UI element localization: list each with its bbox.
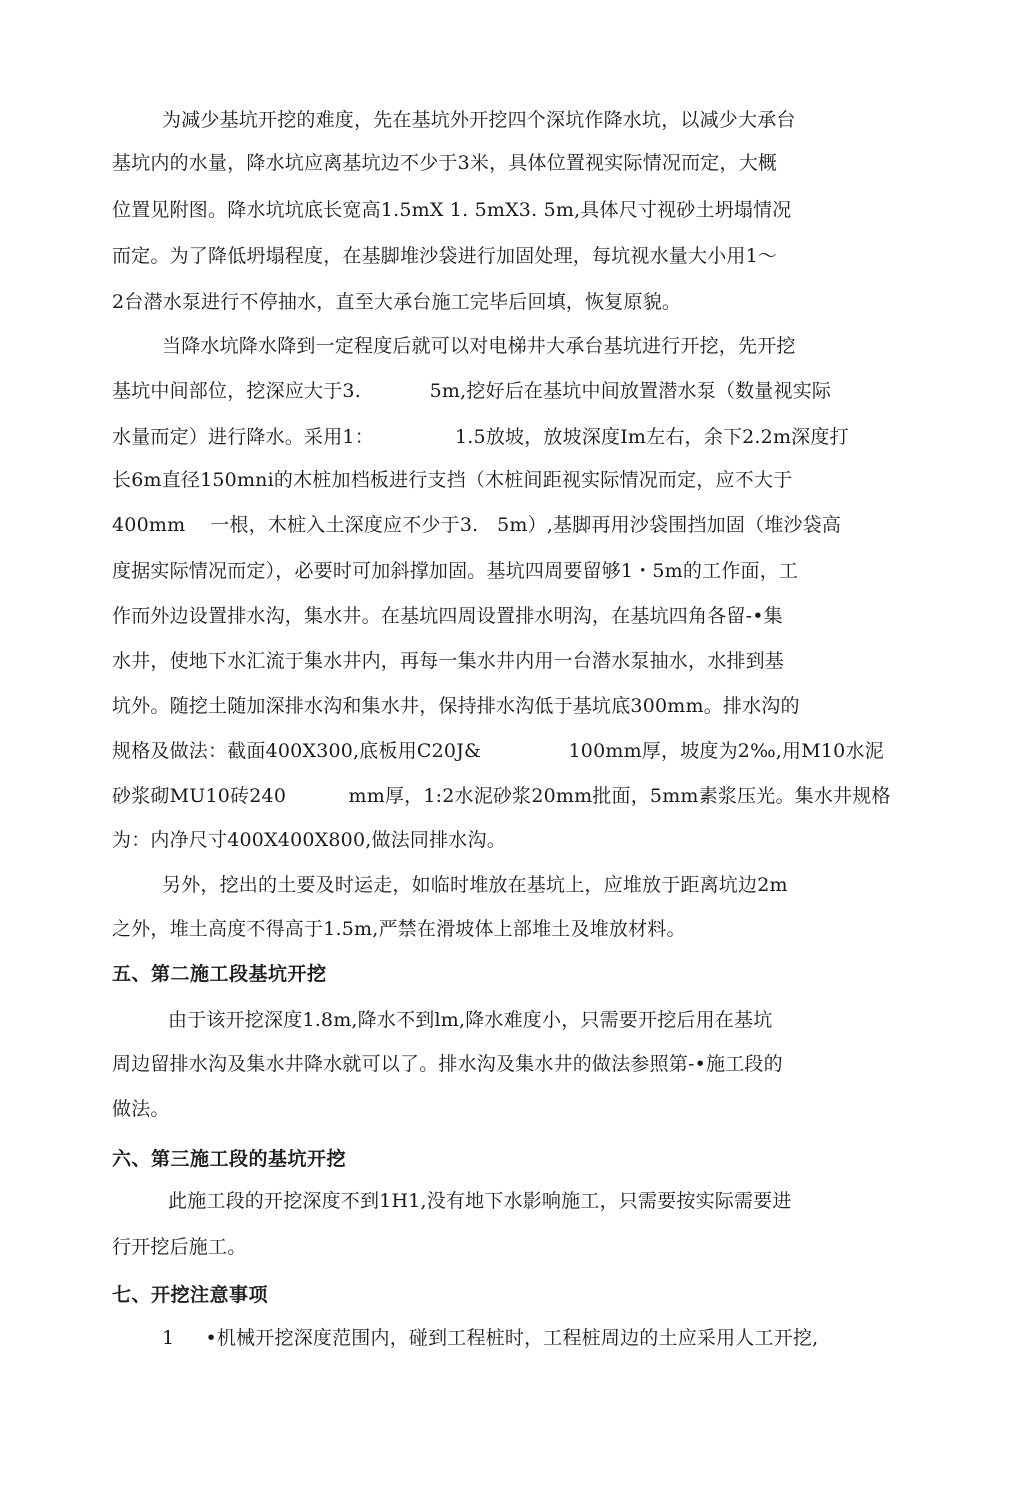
paragraph-2-line-10: 规格及做法：截面400X300,底板用C20J& 100mm厚，坡度为2‰,用M10水泥 [112, 740, 884, 762]
section-5-line-2: 周边留排水沟及集水井降水就可以了。排水沟及集水井的做法参照第-•施工段的 [112, 1053, 783, 1075]
paragraph-3-line-1: 另外，挖出的土要及时运走，如临时堆放在基坑上，应堆放于距离坑边2m [162, 874, 788, 896]
paragraph-1-line-5: 2台潜水泵进行不停抽水，直至大承台施工完毕后回填，恢复原貌。 [112, 291, 682, 313]
section-6-line-2: 行开挖后施工。 [112, 1236, 247, 1258]
paragraph-2-line-9: 坑外。随挖土随加深排水沟和集水井，保持排水沟低于基坑底300mm。排水沟的 [112, 695, 800, 717]
paragraph-2-line-7: 作而外边设置排水沟，集水井。在基坑四周设置排水明沟，在基坑四角各留-•集 [112, 605, 783, 627]
section-5-line-3: 做法。 [112, 1098, 170, 1120]
paragraph-2-line-5: 400mm 一根，木桩入土深度应不少于3. 5m）,基脚再用沙袋围挡加固（堆沙袋高 [112, 514, 842, 536]
paragraph-1-line-3: 位置见附图。降水坑坑底长宽高1.5mX 1. 5mX3. 5m,具体尺寸视砂土坍塌情况 [112, 199, 792, 221]
paragraph-2-line-4: 长6m直径150mni的木桩加档板进行支挡（木桩间距视实际情况而定，应不大于 [112, 469, 793, 491]
paragraph-1-line-4: 而定。为了降低坍塌程度，在基脚堆沙袋进行加固处理，每坑视水量大小用1〜 [112, 245, 778, 267]
paragraph-2-line-1: 当降水坑降水降到一定程度后就可以对电梯井大承台基坑进行开挖，先开挖 [162, 335, 796, 357]
section-6-heading: 六、第三施工段的基坑开挖 [112, 1148, 347, 1170]
paragraph-2-line-11: 砂浆砌MU10砖240 mm厚，1:2水泥砂浆20mm批面，5mm素浆压光。集水井规格 [112, 785, 891, 807]
section-7-line-1: 1 •机械开挖深度范围内，碰到工程桩时，工程桩周边的土应采用人工开挖, [162, 1327, 819, 1349]
paragraph-2-line-6: 度据实际情况而定），必要时可加斜撑加固。基坑四周要留够1・5m的工作面，工 [112, 560, 799, 582]
section-5-heading: 五、第二施工段基坑开挖 [112, 963, 327, 985]
paragraph-1-line-2: 基坑内的水量，降水坑应离基坑边不少于3米，具体位置视实际情况而定，大概 [112, 152, 778, 174]
paragraph-1-line-1: 为减少基坑开挖的难度，先在基坑外开挖四个深坑作降水坑，以减少大承台 [162, 109, 796, 131]
section-7-heading: 七、开挖注意事项 [112, 1284, 269, 1306]
paragraph-2-line-3: 水量而定）进行降水。采用1： 1.5放坡，放坡深度Im左右，余下2.2m深度打 [112, 426, 849, 448]
paragraph-2-line-2: 基坑中间部位，挖深应大于3. 5m,挖好后在基坑中间放置潜水泵（数量视实际 [112, 380, 832, 402]
section-6-line-1: 此施工段的开挖深度不到1H1,没有地下水影响施工，只需要按实际需要进 [168, 1190, 792, 1212]
paragraph-2-line-8: 水井，使地下水汇流于集水井内，再每一集水井内用一台潜水泵抽水，水排到基 [112, 650, 785, 672]
section-5-line-1: 由于该开挖深度1.8m,降水不到lm,降水难度小，只需要开挖后用在基坑 [168, 1009, 773, 1031]
paragraph-3-line-2: 之外，堆土高度不得高于1.5m,严禁在滑坡体上部堆土及堆放材料。 [112, 918, 686, 940]
paragraph-2-line-12: 为：内净尺寸400X400X800,做法同排水沟。 [112, 829, 506, 851]
